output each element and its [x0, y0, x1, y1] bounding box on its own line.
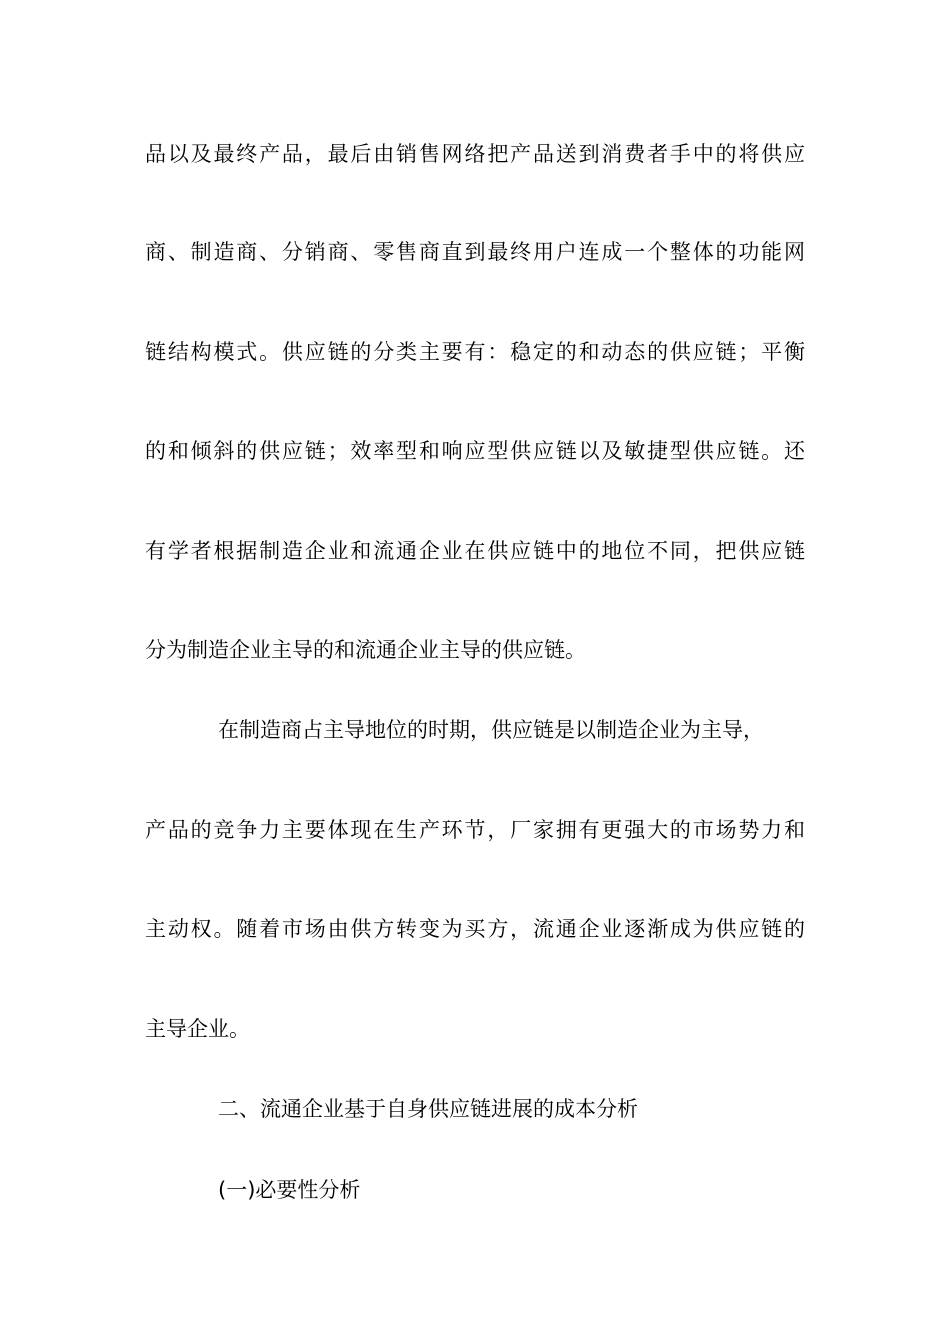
- paragraph-line: 主导企业。: [145, 1017, 250, 1041]
- paragraph-line: 在制造商占主导地位的时期，供应链是以制造企业为主导，: [218, 718, 764, 742]
- paragraph-line: 链结构模式。供应链的分类主要有：稳定的和动态的供应链；平衡: [145, 340, 805, 364]
- paragraph-line: 商、制造商、分销商、零售商直到最终用户连成一个整体的功能网: [145, 240, 805, 264]
- paragraph-line: 主动权。随着市场由供方转变为买方，流通企业逐渐成为供应链的: [145, 917, 805, 941]
- section-heading: 二、流通企业基于自身供应链进展的成本分析: [218, 1097, 638, 1121]
- paragraph-line: 品以及最终产品，最后由销售网络把产品送到消费者手中的将供应: [145, 142, 805, 166]
- paragraph-line: 的和倾斜的供应链；效率型和响应型供应链以及敏捷型供应链。还: [145, 439, 805, 463]
- paragraph-line: 分为制造企业主导的和流通企业主导的供应链。: [145, 638, 586, 662]
- paragraph-line: 产品的竞争力主要体现在生产环节，厂家拥有更强大的市场势力和: [145, 818, 805, 842]
- subsection-heading: (一)必要性分析: [218, 1178, 361, 1202]
- paragraph-line: 有学者根据制造企业和流通企业在供应链中的地位不同，把供应链: [145, 539, 805, 563]
